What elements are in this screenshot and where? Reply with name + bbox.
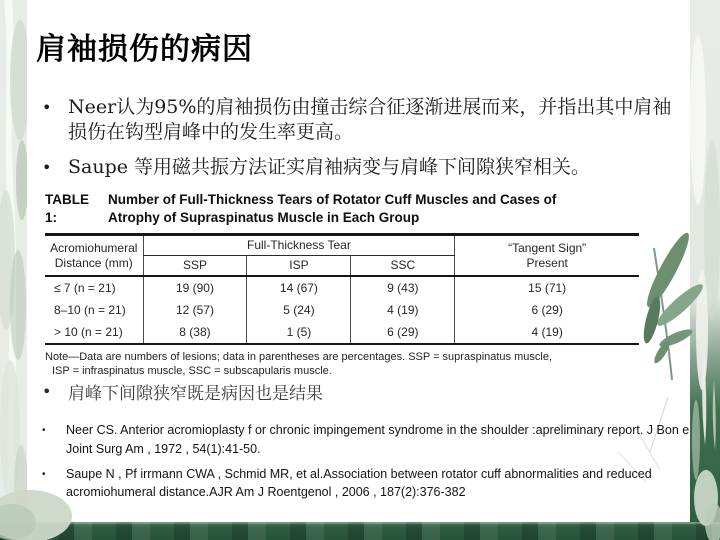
cell-ssc: 4 (19) — [351, 299, 455, 321]
cell-tangent: 6 (29) — [455, 299, 639, 321]
col-group-full-thickness-tear: Full-Thickness Tear — [143, 235, 455, 256]
cell-tangent: 15 (71) — [455, 276, 639, 299]
bullet-dot: • — [42, 425, 46, 436]
table-caption-text: Number of Full-Thickness Tears of Rotator Cuff Muscles and Cases of Atrophy of Supraspinatus Muscle in Each Group — [108, 192, 557, 225]
bullet-text: 肩峰下间隙狭窄既是病因也是结果 — [68, 384, 323, 404]
slide-title: 肩袖损伤的病因 — [36, 32, 253, 67]
table-figure — [45, 191, 639, 379]
reference-text: Saupe N , Pf irrmann CWA , Schmid MR, et al.Association between rotator cuff abnormalities and reduced acromiohumeral distance.AJR Am J Roentgenol , 2006 , 187(2):376-382 — [66, 466, 652, 500]
col-header-tangent-sign: “Tangent Sign” Present — [455, 235, 639, 277]
table-row — [45, 321, 639, 344]
table-row — [45, 276, 639, 299]
bullet-text: Saupe 等用磁共振方法证实肩袖病变与肩峰下间隙狭窄相关。 — [68, 155, 591, 178]
cell-ssp: 19 (90) — [143, 276, 247, 299]
table-caption — [45, 191, 639, 226]
cell-ssc: 9 (43) — [351, 276, 455, 299]
reference-list — [42, 421, 694, 502]
row-label: > 10 (n = 21) — [54, 325, 123, 340]
col-header-isp: ISP — [247, 256, 351, 277]
bullet-item-saupe — [42, 155, 686, 181]
left-border-art — [0, 0, 27, 540]
reference-text: Neer CS. Anterior acromioplasty f or chronic impingement syndrome in the shoulder :apreliminary report. J Bon e Joint Surg Am , 1972 , 54(1):41-50. — [66, 423, 690, 456]
reference-item-saupe — [42, 465, 694, 503]
table-caption-label: TABLE 1: — [45, 192, 89, 225]
row-label: ≤ 7 (n = 21) — [54, 281, 116, 296]
cell-ssp: 8 (38) — [143, 321, 247, 344]
bullet-list — [42, 95, 686, 180]
table-footnote: Note—Data are numbers of lesions; data in parentheses are percentages. SSP = supraspinatus muscle, ISP = infraspinatus muscle, SSC = subscapularis muscle. — [45, 351, 552, 378]
bullet-text: Neer认为95%的肩袖损伤由撞击综合征逐渐进展而来，并指出其中肩袖损伤在钩型肩峰中的发生率更高。 — [68, 96, 672, 144]
col-header-ssp: SSP — [143, 256, 247, 277]
table-row — [45, 299, 639, 321]
bullet-dot: • — [42, 382, 52, 401]
cell-ssc: 6 (29) — [351, 321, 455, 344]
bullet-dot: • — [42, 157, 52, 177]
col-header-distance: Acromiohumeral Distance (mm) — [45, 235, 143, 277]
bullet-dot: • — [42, 98, 52, 117]
bottom-band-art — [0, 522, 720, 540]
reference-item-neer — [42, 421, 694, 459]
bullet-item-neer — [42, 95, 686, 146]
bullet-dot: • — [42, 468, 46, 480]
cell-isp: 1 (5) — [247, 321, 351, 344]
bullet-item-conclusion — [42, 379, 642, 405]
cell-ssp: 12 (57) — [143, 299, 247, 321]
col-header-ssc: SSC — [351, 256, 455, 277]
cell-tangent: 4 (19) — [455, 321, 639, 344]
cell-isp: 5 (24) — [247, 299, 351, 321]
rotator-cuff-table — [45, 233, 639, 345]
cell-isp: 14 (67) — [247, 276, 351, 299]
row-label: 8–10 (n = 21) — [54, 303, 126, 318]
